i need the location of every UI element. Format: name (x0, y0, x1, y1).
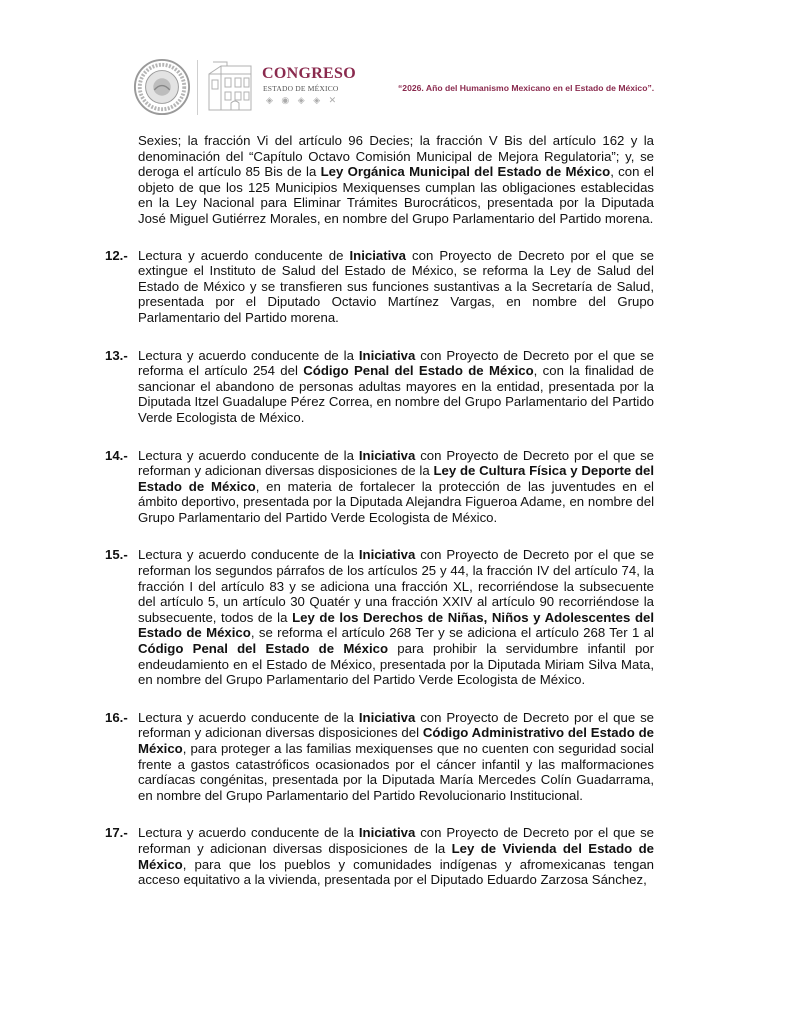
org-name: CONGRESO (262, 65, 356, 82)
text-run: Lectura y acuerdo conducente de la (138, 447, 359, 463)
org-subtitle: ESTADO DE MÉXICO (263, 84, 339, 93)
page-header (0, 0, 791, 125)
text-run: con Proyecto de Decreto por el que se reforma el artículo 254 del (138, 347, 654, 379)
bold-text-run: Ley de Vivienda del Estado de México (138, 840, 654, 872)
text-run: , para que los pueblos y comunidades indígenas y afromexicanas tengan acceso equitativo a la vivienda, presentada por el Diputado Eduardo Zarzosa Sánchez, (138, 856, 654, 888)
agenda-item (105, 447, 654, 526)
bold-text-run: Ley de los Derechos de Niñas, Niños y Adolescentes del Estado de México (138, 609, 654, 641)
agenda-item-number: 17.- (105, 825, 128, 841)
intro-paragraph (138, 133, 654, 227)
text-run: , con la finalidad de sancionar el abandono de personas adultas mayores en la entidad, presentada por la Diputada Itzel Guadalupe Pérez Correa, en nombre del Grupo Parlamentario del Partido Verde Ecologista de México. (138, 363, 655, 425)
text-run: , en materia de fortalecer la protección de las juventudes en el ámbito deportivo, presentada por la Diputada Alejandra Figueroa Adame, en nombre del Grupo Parlamentario del Partido Verde Ecologista de México. (138, 478, 654, 525)
header-divider (197, 60, 198, 115)
bold-text-run: Código Penal del Estado de México (303, 363, 534, 379)
bold-text-run: Iniciativa (358, 547, 416, 563)
text-run: Lectura y acuerdo conducente de la (138, 547, 359, 563)
agenda-item (105, 825, 654, 888)
text-run: , para proteger a las familias mexiquenses que no cuenten con seguridad social frente a gastos catastróficos ocasionados por el cáncer infantil y las malformaciones cardíacas congénitas, presentada por la Diputada María Mercedes Colín Guadarrama, en nombre del Grupo Parlamentario del Partido Revolucionario Institucional. (138, 741, 654, 803)
bold-text-run: Ley de Cultura Física y Deporte del Estado de México (138, 463, 654, 494)
agenda-item-number: 13.- (105, 347, 128, 363)
congress-building-icon (205, 60, 255, 112)
bold-text-run: Iniciativa (358, 347, 416, 363)
agenda-item-text (138, 710, 654, 804)
org-ornament-icons: ◈ ◉ ◈ ◈ ✕ (266, 95, 340, 105)
bold-text-run: Iniciativa (358, 709, 416, 725)
bold-text-run: Iniciativa (358, 447, 416, 463)
text-run: Lectura y acuerdo conducente de (138, 247, 350, 263)
text-run: Lectura y acuerdo conducente de la (138, 709, 359, 725)
text-run: con Proyecto de Decreto por el que se reforman y adicionan diversas disposiciones de la (138, 447, 654, 479)
text-run: Lectura y acuerdo conducente de la (138, 347, 359, 363)
agenda-item-number: 15.- (105, 547, 128, 563)
agenda-item-text (138, 348, 654, 426)
agenda-item (105, 547, 655, 688)
bold-text-run: Iniciativa (349, 247, 406, 263)
text-run: , se reforma el artículo 268 Ter y se adiciona el artículo 268 Ter 1 al (250, 625, 654, 641)
text-run: Sexies; la fracción Vi del artículo 96 Decies; la fracción V Bis del artículo 162 y la denominación del “Capítulo Octavo Comisión Municipal de Mejora Regulatoria”; y, se deroga el artículo 85 Bis de la (138, 133, 654, 180)
document-body (105, 133, 655, 910)
agenda-item-text (138, 825, 654, 887)
text-run: con Proyecto de Decreto por el que se reforman y adicionan diversas disposiciones de la (138, 825, 654, 856)
bold-text-run: Código Penal del Estado de México (138, 641, 389, 657)
agenda-item-number: 16.- (105, 709, 128, 725)
agenda-item-text (138, 248, 654, 326)
agenda-item-text (138, 547, 654, 687)
agenda-item (105, 347, 655, 426)
text-run: con Proyecto de Decreto por el que se reforman y adicionan diversas disposiciones del (138, 709, 654, 741)
bold-text-run: Ley Orgánica Municipal del Estado de México (320, 164, 611, 180)
text-run: con Proyecto de Decreto por el que se extingue el Instituto de Salud del Estado de México, se reforma la Ley de Salud del Estado de México y se transfieren sus funciones sustantivas a la Secretaría de Salud, presentada por el Diputado Octavio Martínez Vargas, en nombre del Grupo Parlamentario del Partido morena. (138, 247, 654, 325)
bold-text-run: Iniciativa (358, 825, 416, 841)
bold-text-run: Código Administrativo del Estado de México (138, 725, 655, 756)
state-seal-icon (133, 58, 191, 116)
text-run: , con el objeto de que los 125 Municipios Mexiquenses cumplan las obligaciones establecidas en la Ley Nacional para Eliminar Trámites Burocráticos, presentada por la Diputada José Miguel Gutiérrez Morales, en nombre del Grupo Parlamentario del Partido morena. (138, 164, 654, 226)
agenda-item-number: 12.- (105, 247, 128, 263)
agenda-item (105, 247, 654, 326)
text-run: con Proyecto de Decreto por el que se reforman los segundos párrafos de los artículos 25 y 44, la fracción IV del artículo 74, la fracción I del artículo 83 y se adiciona una fracción XL, recorriéndose la subsecuente del artículo 5, un artículo 30 Quatér y una fracción XXIV al artículo 90 recorriéndose la subsecuente, todos de la (138, 547, 654, 625)
agenda-item-number: 14.- (105, 447, 128, 463)
text-run: para prohibir la servidumbre infantil por endeudamiento en el Estado de México, presentada por la Diputada Miriam Silva Mata, en nombre del Grupo Parlamentario del Partido Verde Ecologista de México. (138, 641, 655, 688)
text-run: Lectura y acuerdo conducente de la (138, 825, 359, 841)
agenda-item (105, 709, 655, 804)
header-motto: “2026. Año del Humanismo Mexicano en el Estado de México”. (398, 83, 655, 93)
agenda-item-text (138, 448, 654, 526)
